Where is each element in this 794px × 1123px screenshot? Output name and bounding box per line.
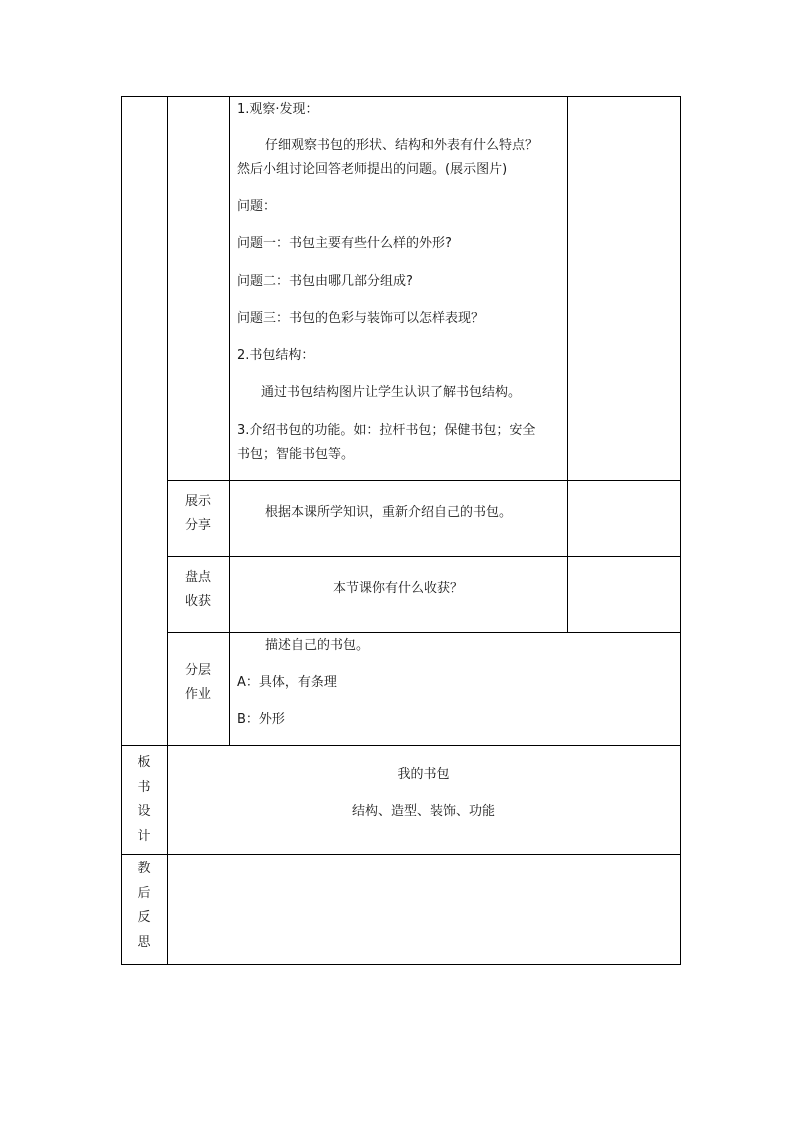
board-design-subtitle: 结构、造型、装饰、功能 — [351, 804, 495, 819]
row-divider-board — [121, 745, 681, 746]
function-text-line-1: 3.介绍书包的功能。如：拉杆书包；保健书包；安全 — [237, 423, 536, 438]
board-design-label — [121, 751, 167, 849]
questions-label: 问题： — [237, 199, 277, 214]
function-text-line-2: 书包；智能书包等。 — [237, 447, 355, 462]
board-design-title: 我的书包 — [397, 767, 450, 782]
observe-text-line-1: 仔细观察书包的形状、结构和外表有什么特点？ — [265, 138, 539, 153]
review-label — [167, 566, 229, 614]
row-divider-review — [167, 556, 681, 557]
row-divider-reflection — [121, 854, 681, 855]
board-design-label-char-2: 书 — [137, 779, 151, 795]
table-bottom-border — [121, 964, 681, 965]
reflection-label-char-2: 后 — [137, 885, 151, 901]
homework-line-3: B：外形 — [237, 712, 285, 727]
column-divider-2 — [229, 96, 230, 746]
review-label-line-2: 收获 — [184, 594, 211, 609]
structure-title: 2.书包结构： — [237, 348, 315, 363]
show-share-label-line-1: 展示 — [184, 494, 211, 509]
question-1: 问题一：书包主要有些什么样的外形? — [237, 236, 452, 251]
structure-text: 通过书包结构图片让学生认识了解书包结构。 — [261, 385, 522, 400]
show-share-label — [167, 490, 229, 538]
column-divider-3 — [567, 96, 568, 633]
board-design-label-char-4: 计 — [137, 828, 151, 844]
review-label-line-1: 盘点 — [184, 570, 211, 585]
table-top-border — [121, 96, 681, 97]
homework-label-line-2: 作业 — [184, 687, 211, 702]
show-share-label-line-2: 分享 — [184, 518, 211, 533]
homework-line-2: A：具体，有条理 — [237, 675, 337, 690]
board-design-label-char-1: 板 — [137, 755, 151, 770]
table-right-border — [680, 96, 681, 965]
show-share-content: 根据本课所学知识，重新介绍自己的书包。 — [265, 505, 513, 520]
reflection-label-char-1: 教 — [137, 861, 151, 876]
homework-line-1: 描述自己的书包。 — [265, 638, 370, 653]
homework-label-line-1: 分层 — [184, 663, 211, 678]
reflection-label-char-4: 思 — [137, 934, 151, 950]
review-content: 本节课你有什么收获？ — [332, 581, 463, 596]
observe-title: 1.观察·发现： — [237, 102, 319, 117]
observe-text-line-2: 然后小组讨论回答老师提出的问题。(展示图片) — [237, 162, 508, 177]
reflection-label — [121, 857, 167, 955]
question-3: 问题三：书包的色彩与装饰可以怎样表现？ — [237, 311, 485, 326]
row-divider-show-share — [167, 480, 681, 481]
reflection-label-char-3: 反 — [137, 910, 151, 925]
row-divider-homework — [167, 632, 681, 633]
homework-label — [167, 659, 229, 707]
board-design-label-char-3: 设 — [137, 804, 151, 819]
question-2: 问题二：书包由哪几部分组成? — [237, 274, 413, 289]
